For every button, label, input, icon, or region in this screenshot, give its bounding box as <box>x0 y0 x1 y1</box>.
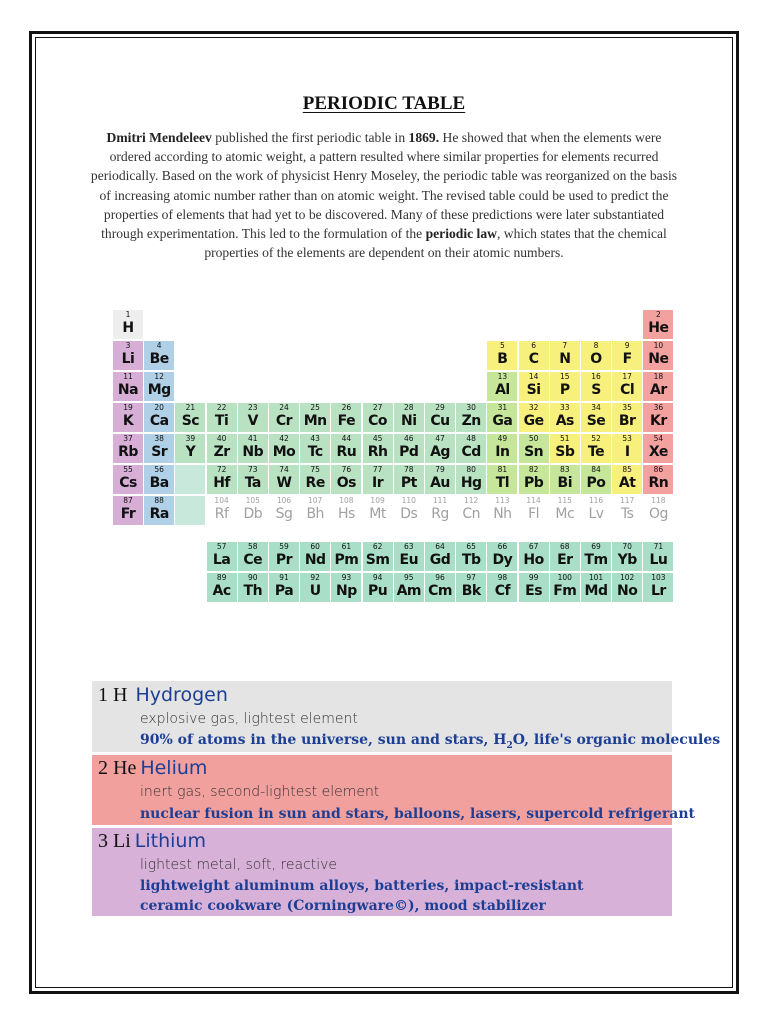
intro-segment: He showed that when the elements were ordered according to atomic weight, a pattern resulted where similar properties for elements recurred periodically. Based on the work of physicist Henry Moseley, the periodic table was reorganized on the basis of increasing atomic number rather than on atomic weight. The revised table could be used to predict the properties of elements that had yet to be discovered. Many of these predictions were later substantiated through experimentation. This led to the formulation of the <box>90 130 678 242</box>
element-symbol: N <box>559 351 571 367</box>
atomic-number: 12 <box>154 372 164 381</box>
element-symbol: W <box>276 475 292 491</box>
atomic-number: 52 <box>591 434 601 443</box>
atomic-number: 116 <box>588 496 604 505</box>
element-symbol: Cs <box>119 475 137 491</box>
element-symbol: Pr <box>275 552 293 568</box>
atomic-number: 43 <box>310 434 320 443</box>
element-symbol: Nd <box>304 552 326 568</box>
element-symbol: Mn <box>303 413 327 429</box>
atomic-number: 109 <box>370 496 385 505</box>
element-symbol: Ba <box>149 475 169 491</box>
atomic-number: 98 <box>497 573 508 582</box>
atomic-number: 67 <box>528 542 539 551</box>
element-symbol: La <box>212 552 231 568</box>
atomic-number: 58 <box>248 542 258 551</box>
element-symbol: Ra <box>149 506 169 522</box>
atomic-number: 3 <box>125 341 131 350</box>
atomic-number: 46 <box>404 434 414 443</box>
atomic-number: 17 <box>622 372 632 381</box>
element-symbol: Si <box>526 382 541 398</box>
card-helium-name: Helium <box>140 757 208 779</box>
atomic-number: 48 <box>466 434 476 443</box>
element-cards <box>92 681 721 916</box>
element-symbol: Sc <box>181 413 200 429</box>
atomic-number: 57 <box>216 542 227 551</box>
element-symbol: Lv <box>588 506 604 522</box>
element-symbol: Ti <box>214 413 229 429</box>
atomic-number: 94 <box>372 573 383 582</box>
atomic-number: 7 <box>562 341 568 350</box>
atomic-number: 36 <box>653 403 664 412</box>
element-symbol: Au <box>430 475 450 491</box>
element-symbol: Be <box>149 351 169 367</box>
atomic-number: 59 <box>279 542 289 551</box>
atomic-number: 107 <box>308 496 323 505</box>
element-symbol: Ca <box>149 413 169 429</box>
element-symbol: As <box>555 413 574 429</box>
element-symbol: Rn <box>648 475 669 491</box>
atomic-number: 66 <box>497 542 508 551</box>
element-symbol: Cf <box>494 583 511 599</box>
atomic-number: 26 <box>341 403 352 412</box>
element-symbol: Ag <box>430 444 450 460</box>
element-symbol: I <box>624 444 630 460</box>
atomic-number: 87 <box>123 496 133 505</box>
element-symbol: Re <box>305 475 325 491</box>
atomic-number: 102 <box>620 573 635 582</box>
element-symbol: Ta <box>244 475 261 491</box>
element-symbol: Ni <box>401 413 417 429</box>
element-symbol: Co <box>368 413 388 429</box>
element-symbol: Pu <box>367 583 388 599</box>
element-symbol: Se <box>586 413 606 429</box>
atomic-number: 106 <box>276 496 292 505</box>
atomic-number: 65 <box>466 542 476 551</box>
atomic-number: 5 <box>500 341 505 350</box>
element-symbol: Nb <box>242 444 264 460</box>
element-symbol: Os <box>336 475 356 491</box>
atomic-number: 115 <box>557 496 572 505</box>
card-helium-description: inert gas, second-lightest element <box>140 784 380 800</box>
atomic-number: 89 <box>216 573 227 582</box>
element-symbol: Xe <box>648 444 668 460</box>
element-symbol: Cd <box>461 444 481 460</box>
element-symbol: Kr <box>650 413 667 429</box>
element-symbol: Ga <box>492 413 513 429</box>
element-symbol: Sb <box>555 444 575 460</box>
element-symbol: U <box>309 583 321 599</box>
element-symbol: Ho <box>523 552 544 568</box>
atomic-number: 64 <box>435 542 445 551</box>
intro-segment: Dmitri Mendeleev <box>106 130 212 145</box>
element-symbol: Sm <box>365 552 390 568</box>
atomic-number: 73 <box>248 465 258 474</box>
intro-segment: 1869. <box>408 130 440 145</box>
element-symbol: Ne <box>648 351 669 367</box>
atomic-number: 118 <box>651 496 666 505</box>
atomic-number: 23 <box>248 403 258 412</box>
element-symbol: P <box>559 382 570 398</box>
atomic-number: 100 <box>557 573 572 582</box>
element-symbol: S <box>591 382 601 398</box>
element-symbol: Np <box>336 583 357 599</box>
element-symbol: Ac <box>212 583 231 599</box>
atomic-number: 61 <box>341 542 352 551</box>
element-symbol: O <box>590 351 602 367</box>
element-symbol: Y <box>185 444 196 460</box>
atomic-number: 53 <box>622 434 632 443</box>
atomic-number: 99 <box>528 573 539 582</box>
atomic-number: 97 <box>466 573 476 582</box>
element-symbol: Sr <box>151 444 168 460</box>
element-symbol: Fl <box>528 506 540 522</box>
atomic-number: 47 <box>435 434 445 443</box>
atomic-number: 113 <box>495 496 510 505</box>
atomic-number: 117 <box>620 496 635 505</box>
atomic-number: 112 <box>464 496 479 505</box>
element-symbol: Pt <box>400 475 417 491</box>
atomic-number: 40 <box>216 434 227 443</box>
element-symbol: H <box>122 320 134 336</box>
intro-segment: periodic law <box>425 226 497 242</box>
atomic-number: 68 <box>560 542 570 551</box>
element-symbol: Yb <box>617 552 637 568</box>
atomic-number: 60 <box>310 542 320 551</box>
atomic-number: 13 <box>497 372 508 381</box>
atomic-number: 18 <box>653 372 664 381</box>
atomic-number: 105 <box>245 496 260 505</box>
atomic-number: 41 <box>248 434 258 443</box>
atomic-number: 27 <box>372 403 383 412</box>
element-symbol: Hf <box>213 475 230 491</box>
atomic-number: 39 <box>185 434 196 443</box>
element-symbol: Th <box>243 583 263 599</box>
atomic-number: 80 <box>466 465 476 474</box>
element-symbol: Lr <box>650 583 666 599</box>
element-symbol: Mc <box>555 506 575 522</box>
atomic-number: 93 <box>341 573 352 582</box>
element-symbol: Sn <box>524 444 544 460</box>
atomic-number: 77 <box>372 465 383 474</box>
element-symbol: V <box>247 413 258 429</box>
element-symbol: Pb <box>523 475 544 491</box>
element-symbol: Dy <box>492 552 513 568</box>
element-symbol: Li <box>121 351 135 367</box>
card-hydrogen-uses: 90% of atoms in the universe, sun and stars, $H_2O$, life's organic molecules <box>140 732 721 751</box>
element-symbol: Rb <box>118 444 138 460</box>
atomic-number: 84 <box>591 465 601 474</box>
intro-segment: , which states that the chemical properties of the elements are dependent on their atomic numbers. <box>204 226 667 261</box>
element-symbol: Am <box>396 583 422 599</box>
atomic-number: 50 <box>528 434 539 443</box>
card-hydrogen-description: explosive gas, lightest element <box>140 711 358 727</box>
atomic-number: 92 <box>310 573 320 582</box>
atomic-number: 2 <box>656 310 661 319</box>
atomic-number: 91 <box>279 573 289 582</box>
card-lithium <box>92 828 672 916</box>
intro-paragraph <box>88 128 680 262</box>
element-symbol: Rg <box>431 506 449 522</box>
element-symbol: Fm <box>553 583 577 599</box>
element-symbol: Tc <box>307 444 323 460</box>
atomic-number: 86 <box>653 465 664 474</box>
atomic-number: 76 <box>341 465 352 474</box>
atomic-number: 30 <box>466 403 476 412</box>
atomic-number: 44 <box>341 434 352 443</box>
atomic-number: 110 <box>401 496 416 505</box>
element-symbol: Zn <box>461 413 481 429</box>
element-symbol: Fe <box>337 413 356 429</box>
element-symbol: Sg <box>275 506 293 522</box>
atomic-number: 45 <box>372 434 383 443</box>
atomic-number: 28 <box>404 403 414 412</box>
element-symbol: Hs <box>337 506 355 522</box>
element-symbol: He <box>648 320 669 336</box>
element-symbol: Tm <box>584 552 608 568</box>
element-symbol: C <box>528 351 539 367</box>
element-symbol: Tl <box>495 475 510 491</box>
card-hydrogen-name: Hydrogen <box>135 684 228 706</box>
atomic-number: 33 <box>560 403 570 412</box>
card-lithium-description: lightest metal, soft, reactive <box>140 857 338 873</box>
atomic-number: 74 <box>279 465 289 474</box>
element-symbol: Ce <box>243 552 263 568</box>
atomic-number: 103 <box>651 573 666 582</box>
element-symbol: Te <box>587 444 605 460</box>
atomic-number: 96 <box>435 573 445 582</box>
atomic-number: 31 <box>497 403 508 412</box>
element-symbol: B <box>497 351 508 367</box>
element-symbol: Na <box>117 382 139 398</box>
atomic-number: 32 <box>528 403 539 412</box>
atomic-number: 1 <box>125 310 131 319</box>
element-symbol: Gd <box>429 552 451 568</box>
atomic-number: 104 <box>214 496 229 505</box>
atomic-number: 25 <box>310 403 320 412</box>
atomic-number: 71 <box>653 542 664 551</box>
element-symbol: Mg <box>147 382 171 398</box>
element-symbol: Ds <box>400 506 418 522</box>
intro-segment: published the first periodic table in <box>211 130 409 145</box>
card-lithium-name: Lithium <box>134 830 206 852</box>
element-symbol: Er <box>557 552 573 568</box>
element-symbol: Po <box>586 475 606 491</box>
atomic-number: 90 <box>248 573 258 582</box>
atomic-number: 114 <box>526 496 541 505</box>
atomic-number: 101 <box>588 573 604 582</box>
card-lithium-uses: lightweight aluminum alloys, batteries, impact-resistant ceramic cookware (Corningware©), mood stabilizer <box>140 878 584 914</box>
atomic-number: 82 <box>528 465 539 474</box>
atomic-number: 63 <box>404 542 414 551</box>
element-symbol: Ru <box>336 444 357 460</box>
atomic-number: 21 <box>185 403 196 412</box>
atomic-number: 49 <box>497 434 508 443</box>
element-symbol: Nh <box>493 506 512 522</box>
atomic-number: 20 <box>154 403 164 412</box>
atomic-number: 108 <box>339 496 354 505</box>
element-symbol: Hg <box>460 475 482 491</box>
element-symbol: Es <box>525 583 543 599</box>
atomic-number: 22 <box>216 403 227 412</box>
atomic-number: 16 <box>591 372 601 381</box>
element-symbol: Cn <box>462 506 481 522</box>
element-symbol: Pm <box>334 552 359 568</box>
atomic-number: 10 <box>653 341 664 350</box>
atomic-number: 24 <box>279 403 289 412</box>
element-symbol: Ar <box>650 382 667 398</box>
atomic-number: 29 <box>435 403 445 412</box>
atomic-number: 38 <box>154 434 164 443</box>
element-symbol: K <box>122 413 134 429</box>
card-helium-uses: nuclear fusion in sun and stars, balloons, lasers, supercold refrigerant <box>140 806 695 822</box>
atomic-number: 78 <box>404 465 414 474</box>
card-helium <box>92 755 695 825</box>
element-symbol: Mo <box>272 444 296 460</box>
element-symbol: Rh <box>367 444 388 460</box>
atomic-number: 35 <box>622 403 632 412</box>
atomic-number: 88 <box>154 496 164 505</box>
element-symbol: Ts <box>620 506 634 522</box>
atomic-number: 37 <box>123 434 133 443</box>
atomic-number: 54 <box>653 434 664 443</box>
atomic-number: 85 <box>622 465 632 474</box>
atomic-number: 4 <box>156 341 162 350</box>
element-symbol: At <box>618 475 636 491</box>
atomic-number: 75 <box>310 465 320 474</box>
atomic-number: 14 <box>528 372 539 381</box>
element-symbol: Zr <box>213 444 230 460</box>
card-hydrogen <box>92 681 721 752</box>
element-symbol: Og <box>648 506 668 522</box>
element-symbol: Tb <box>461 552 481 568</box>
atomic-number: 83 <box>560 465 570 474</box>
atomic-number: 34 <box>591 403 601 412</box>
atomic-number: 81 <box>497 465 508 474</box>
element-symbol: Ge <box>523 413 544 429</box>
atomic-number: 11 <box>123 372 133 381</box>
element-symbol: Cu <box>430 413 450 429</box>
element-symbol: Al <box>495 382 510 398</box>
element-symbol: Db <box>243 506 263 522</box>
element-symbol: Cm <box>428 583 452 599</box>
page-title: PERIODIC TABLE <box>302 93 466 114</box>
element-symbol: Fr <box>120 506 136 522</box>
atomic-number: 111 <box>432 496 448 505</box>
element-symbol: Eu <box>399 552 419 568</box>
atomic-number: 42 <box>279 434 289 443</box>
atomic-number: 55 <box>123 465 133 474</box>
element-symbol: Md <box>584 583 608 599</box>
element-symbol: Pa <box>274 583 294 599</box>
atomic-number: 56 <box>154 465 164 474</box>
atomic-number: 8 <box>593 341 599 350</box>
atomic-number: 69 <box>591 542 601 551</box>
element-symbol: Pd <box>399 444 419 460</box>
card-hydrogen-label: 1 H <box>98 684 128 706</box>
element-symbol: Br <box>618 413 636 429</box>
atomic-number: 95 <box>404 573 414 582</box>
atomic-number: 19 <box>123 403 133 412</box>
atomic-number: 6 <box>531 341 536 350</box>
atomic-number: 15 <box>560 372 570 381</box>
element-symbol: Bi <box>557 475 573 491</box>
element-symbol: Lu <box>649 552 668 568</box>
atomic-number: 51 <box>560 434 570 443</box>
card-helium-label: 2 He <box>98 757 137 779</box>
element-symbol: Bk <box>461 583 481 599</box>
element-symbol: Bh <box>306 506 324 522</box>
element-symbol: In <box>495 444 510 460</box>
element-symbol: Cr <box>275 413 293 429</box>
element-symbol: Mt <box>369 506 386 522</box>
element-symbol: Cl <box>620 382 635 398</box>
atomic-number: 62 <box>372 542 383 551</box>
card-lithium-label: 3 Li <box>98 830 131 852</box>
element-symbol: F <box>622 351 632 367</box>
element-symbol: Rf <box>214 506 229 522</box>
atomic-number: 70 <box>622 542 632 551</box>
atomic-number: 9 <box>624 341 630 350</box>
element-symbol: No <box>617 583 638 599</box>
atomic-number: 72 <box>216 465 227 474</box>
atomic-number: 79 <box>435 465 445 474</box>
element-symbol: Ir <box>372 475 384 491</box>
